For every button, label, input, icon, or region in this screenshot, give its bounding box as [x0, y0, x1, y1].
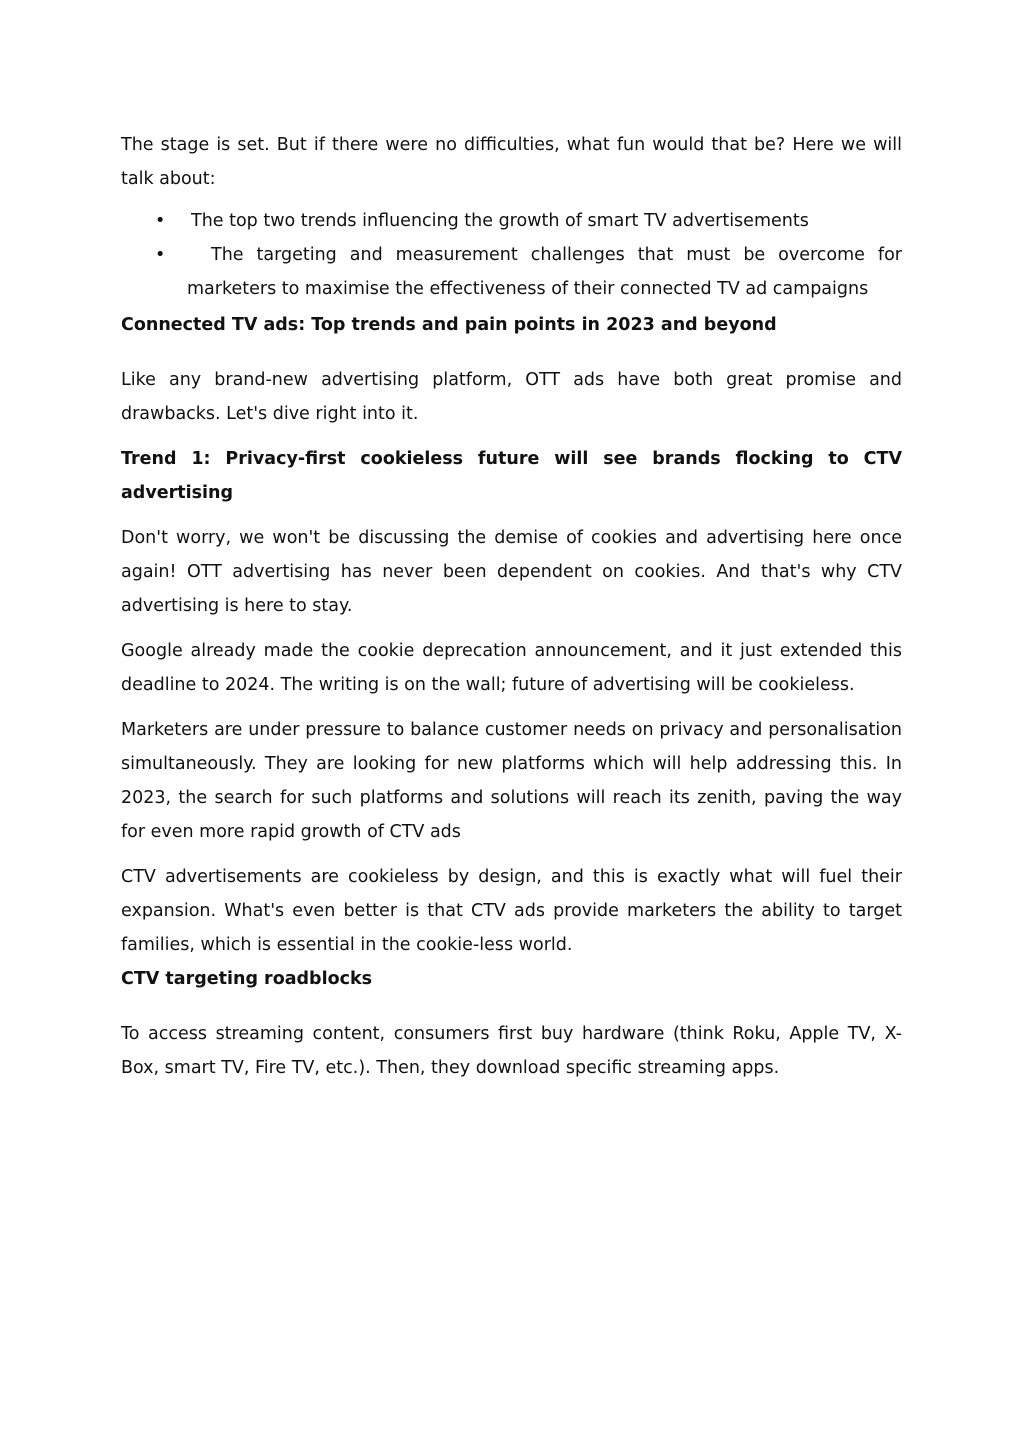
bullet-dot: •	[155, 211, 166, 231]
section-heading-ctv-targeting: CTV targeting roadblocks	[121, 969, 373, 989]
paragraph-ctv-design: CTV advertisements are cookieless by design, and this is exactly what will fuel their expansion. What's even better is that CTV ads provide marketers the ability to target families, which is essential in the cookie-less world.	[121, 867, 902, 955]
bullet-dot: •	[155, 245, 166, 265]
paragraph-access: To access streaming content, consumers first buy hardware (think Roku, Apple TV, X-Box, smart TV, Fire TV, etc.). Then, they download specific streaming apps.	[121, 1024, 902, 1078]
topics-list	[121, 204, 902, 306]
paragraph-cookies: Don't worry, we won't be discussing the demise of cookies and advertising here once again! OTT advertising has never been dependent on cookies. And that's why CTV advertising is here to stay.	[121, 528, 902, 616]
paragraph-google: Google already made the cookie deprecation announcement, and it just extended this deadline to 2024. The writing is on the wall; future of advertising will be cookieless.	[121, 641, 902, 695]
paragraph-platform: Like any brand-new advertising platform, OTT ads have both great promise and drawbacks. Let's dive right into it.	[121, 370, 902, 424]
section-heading-trend-1: Trend 1: Privacy-first cookieless future will see brands flocking to CTV advertising	[121, 449, 902, 503]
list-item-text: The targeting and measurement challenges that must be overcome for marketers to maximise the effectiveness of their connected TV ad campaigns	[187, 245, 902, 299]
list-item	[121, 238, 902, 306]
paragraph-marketers: Marketers are under pressure to balance customer needs on privacy and personalisation simultaneously. They are looking for new platforms which will help addressing this. In 2023, the search for such platforms and solutions will reach its zenith, paving the way for even more rapid growth of CTV ads	[121, 720, 902, 842]
list-item	[121, 204, 902, 238]
document-page	[121, 128, 902, 1085]
section-heading-trends: Connected TV ads: Top trends and pain points in 2023 and beyond	[121, 315, 777, 335]
intro-paragraph: The stage is set. But if there were no difficulties, what fun would that be? Here we will talk about:	[121, 135, 902, 189]
list-item-text: The top two trends influencing the growth of smart TV advertisements	[191, 211, 809, 231]
